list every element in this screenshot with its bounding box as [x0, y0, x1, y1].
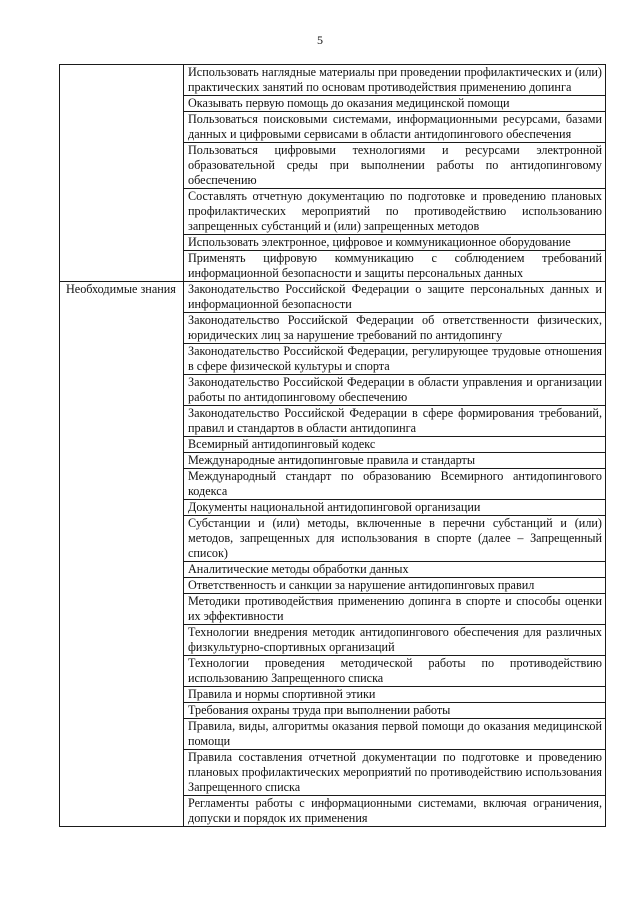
requirement-item: Применять цифровую коммуникацию с соблюдением требований информационной безопасности и защиты персональных данных — [184, 251, 606, 282]
requirement-item: Международный стандарт по образованию Всемирного антидопингового кодекса — [184, 469, 606, 500]
requirement-item: Пользоваться поисковыми системами, информационными ресурсами, базами данных и цифровыми сервисами в области антидопингового обеспечения — [184, 112, 606, 143]
requirement-item: Законодательство Российской Федерации о защите персональных данных и информационной безопасности — [184, 282, 606, 313]
requirement-item: Правила и нормы спортивной этики — [184, 687, 606, 703]
table-row — [60, 282, 606, 313]
requirement-item: Законодательство Российской Федерации в сфере формирования требований, правил и стандартов в области антидопинга — [184, 406, 606, 437]
requirement-item: Оказывать первую помощь до оказания медицинской помощи — [184, 96, 606, 112]
requirement-item: Субстанции и (или) методы, включенные в перечни субстанций и (или) методов, запрещенных для использования в спорте (далее – Запрещенный список) — [184, 516, 606, 562]
requirement-item: Всемирный антидопинговый кодекс — [184, 437, 606, 453]
requirement-item: Составлять отчетную документацию по подготовке и проведению плановых профилактических мероприятий по противодействию использованию запрещенных субстанций и (или) запрещенных методов — [184, 189, 606, 235]
requirement-item: Использовать электронное, цифровое и коммуникационное оборудование — [184, 235, 606, 251]
requirement-item: Законодательство Российской Федерации, регулирующее трудовые отношения в сфере физической культуры и спорта — [184, 344, 606, 375]
requirement-item: Правила составления отчетной документации по подготовке и проведению плановых профилактических мероприятий по противодействию использования Запрещенного списка — [184, 750, 606, 796]
requirement-item: Законодательство Российской Федерации в области управления и организации работы по антидопинговому обеспечению — [184, 375, 606, 406]
category-cell — [60, 65, 184, 282]
requirement-item: Ответственность и санкции за нарушение антидопинговых правил — [184, 578, 606, 594]
requirement-item: Технологии проведения методической работы по противодействию использованию Запрещенного списка — [184, 656, 606, 687]
requirement-item: Пользоваться цифровыми технологиями и ресурсами электронной образовательной среды при выполнении работы по антидопинговому обеспечению — [184, 143, 606, 189]
table-row — [60, 65, 606, 96]
category-cell: Необходимые знания — [60, 282, 184, 827]
requirements-table — [59, 64, 606, 827]
table-body — [60, 65, 606, 827]
requirement-item: Использовать наглядные материалы при проведении профилактических и (или) практических занятий по основам противодействия применению допинга — [184, 65, 606, 96]
requirement-item: Документы национальной антидопинговой организации — [184, 500, 606, 516]
page-number: 5 — [317, 33, 323, 47]
requirement-item: Международные антидопинговые правила и стандарты — [184, 453, 606, 469]
requirement-item: Аналитические методы обработки данных — [184, 562, 606, 578]
requirement-item: Требования охраны труда при выполнении работы — [184, 703, 606, 719]
requirement-item: Методики противодействия применению допинга в спорте и способы оценки их эффективности — [184, 594, 606, 625]
requirement-item: Технологии внедрения методик антидопингового обеспечения для различных физкультурно-спортивных организаций — [184, 625, 606, 656]
requirement-item: Регламенты работы с информационными системами, включая ограничения, допуски и порядок их применения — [184, 796, 606, 827]
requirement-item: Правила, виды, алгоритмы оказания первой помощи до оказания медицинской помощи — [184, 719, 606, 750]
requirement-item: Законодательство Российской Федерации об ответственности физических, юридических лиц за нарушение требований по антидопингу — [184, 313, 606, 344]
